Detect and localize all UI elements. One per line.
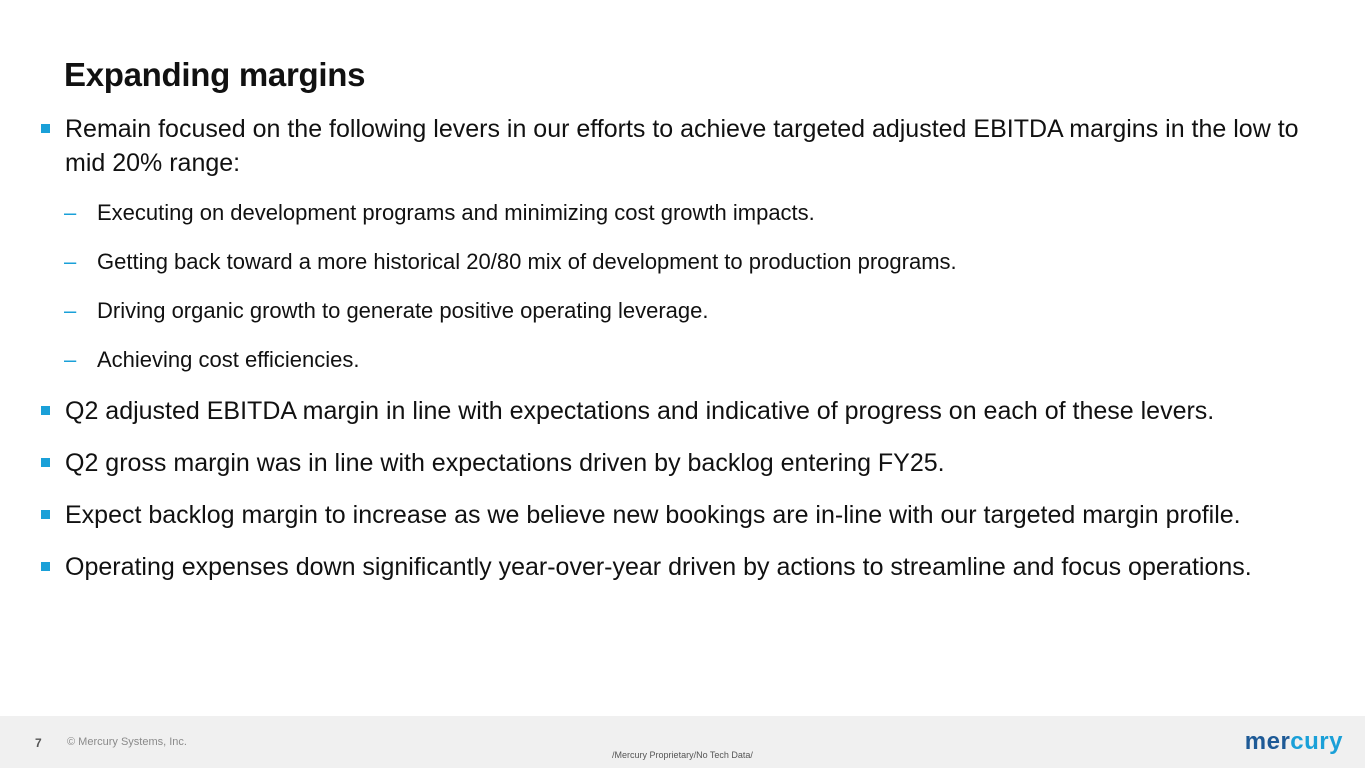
logo-text-part1: mer — [1244, 728, 1291, 755]
bullet-item — [0, 112, 1365, 180]
classification-label: /Mercury Proprietary/No Tech Data/ — [612, 750, 753, 760]
copyright-notice: © Mercury Systems, Inc. — [67, 736, 187, 748]
dash-bullet-icon: – — [64, 298, 77, 323]
mercury-logo — [1245, 728, 1343, 756]
sub-bullet-item — [0, 198, 1365, 228]
bullet-text: Q2 gross margin was in line with expectations driven by backlog entering FY25. — [65, 449, 945, 477]
sub-bullet-text: Achieving cost efficiencies. — [97, 347, 360, 372]
bullet-text: Q2 adjusted EBITDA margin in line with expectations and indicative of progress on each of these levers. — [65, 397, 1215, 425]
slide-title: Expanding margins — [64, 56, 366, 93]
dash-bullet-icon: – — [64, 347, 77, 372]
square-bullet-icon — [41, 458, 50, 467]
square-bullet-icon — [41, 124, 50, 133]
bullet-text: Remain focused on the following levers in our efforts to achieve targeted adjusted EBITDA margins in the low to mid 20% range: — [65, 115, 1299, 177]
bullet-text: Expect backlog margin to increase as we believe new bookings are in-line with our targeted margin profile. — [65, 501, 1241, 529]
square-bullet-icon — [41, 562, 50, 571]
sub-bullet-text: Driving organic growth to generate positive operating leverage. — [97, 298, 709, 323]
logo-text-part2: cury — [1290, 728, 1343, 755]
sub-bullet-item — [0, 345, 1365, 375]
page-number: 7 — [35, 736, 42, 750]
bullet-text: Operating expenses down significantly year-over-year driven by actions to streamline and focus operations. — [65, 553, 1252, 581]
slide-footer — [0, 716, 1365, 768]
square-bullet-icon — [41, 406, 50, 415]
sub-bullet-item — [0, 296, 1365, 326]
bullet-item — [0, 498, 1365, 532]
bullet-item — [0, 446, 1365, 480]
sub-bullet-text: Executing on development programs and minimizing cost growth impacts. — [97, 200, 815, 225]
square-bullet-icon — [41, 510, 50, 519]
dash-bullet-icon: – — [64, 200, 77, 225]
dash-bullet-icon: – — [64, 249, 77, 274]
sub-bullet-item — [0, 247, 1365, 277]
bullet-item — [0, 394, 1365, 428]
bullet-item — [0, 550, 1365, 584]
bullet-list — [0, 112, 1365, 602]
sub-bullet-text: Getting back toward a more historical 20/80 mix of development to production programs. — [97, 249, 957, 274]
